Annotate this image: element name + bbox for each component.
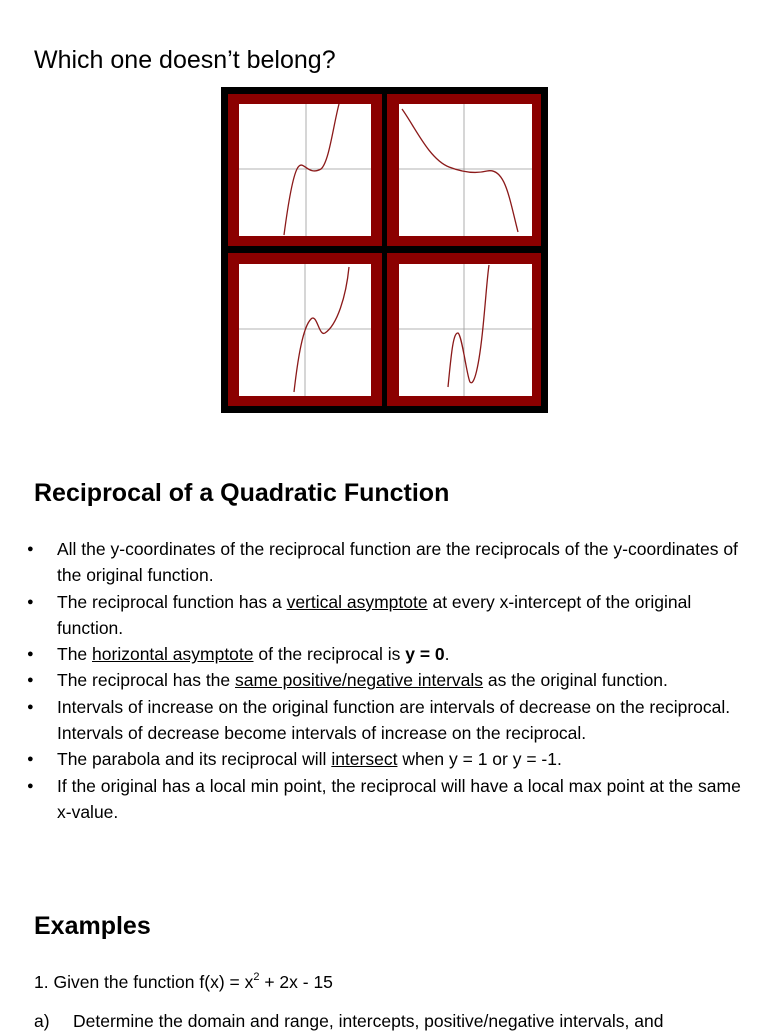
example-part-a [34, 1008, 663, 1034]
bullet-text: . [444, 644, 450, 665]
bullet-text: The reciprocal function has a [57, 591, 287, 612]
bullet-item [0, 746, 768, 772]
bullet-text: as the original function. [483, 670, 668, 691]
bullet-text: when y = 1 or y = -1. [397, 749, 562, 770]
bullet-text: If the original has a local min point, the reciprocal will have a local max point at the same x-value. [57, 775, 741, 822]
bullet-item [0, 589, 768, 642]
bullet-text: The reciprocal has the [57, 670, 236, 691]
horizontal-asymptote-term: horizontal asymptote [92, 644, 254, 665]
reciprocal-bullet-list [0, 536, 768, 825]
bullet-text: The parabola and its reciprocal will [57, 749, 332, 770]
bullet-text: of the reciprocal is [253, 644, 406, 665]
question-text: + 2x - 15 [259, 972, 333, 992]
graph-panel-1 [228, 94, 382, 246]
bullet-text: The [57, 644, 93, 665]
bullet-item [0, 773, 768, 826]
which-one-doesnt-belong-figure [221, 87, 548, 413]
reciprocal-heading: Reciprocal of a Quadratic Function [34, 479, 450, 507]
same-intervals-term: same positive/negative intervals [235, 670, 484, 691]
bullet-item [0, 667, 768, 693]
graph-panel-3 [228, 253, 382, 406]
examples-heading: Examples [34, 912, 151, 940]
graph-panel-2 [387, 94, 541, 246]
asymptote-equation: y = 0 [405, 644, 445, 665]
exponent: 2 [253, 971, 260, 984]
example-question-1 [34, 969, 333, 995]
question-text: 1. Given the function f(x) = x [34, 972, 254, 992]
intersect-term: intersect [331, 749, 398, 770]
page-title: Which one doesn’t belong? [34, 46, 336, 74]
part-a-label: a) [34, 1011, 50, 1031]
bullet-item [0, 536, 768, 589]
bullet-text: at every x-intercept of the original function. [57, 591, 692, 638]
bullet-text: All the y-coordinates of the reciprocal function are the reciprocals of the y-coordinates of the original function. [57, 539, 738, 586]
graph-panel-4 [387, 253, 541, 406]
part-a-text: Determine the domain and range, intercepts, positive/negative intervals, and [73, 1011, 664, 1031]
graph-grid [221, 87, 548, 413]
bullet-text: Intervals of increase on the original function are intervals of decrease on the reciprocal. Intervals of decrease become intervals of increase on the reciprocal. [57, 696, 731, 744]
vertical-asymptote-term: vertical asymptote [286, 591, 428, 612]
bullet-item [0, 694, 768, 747]
bullet-item [0, 641, 768, 667]
